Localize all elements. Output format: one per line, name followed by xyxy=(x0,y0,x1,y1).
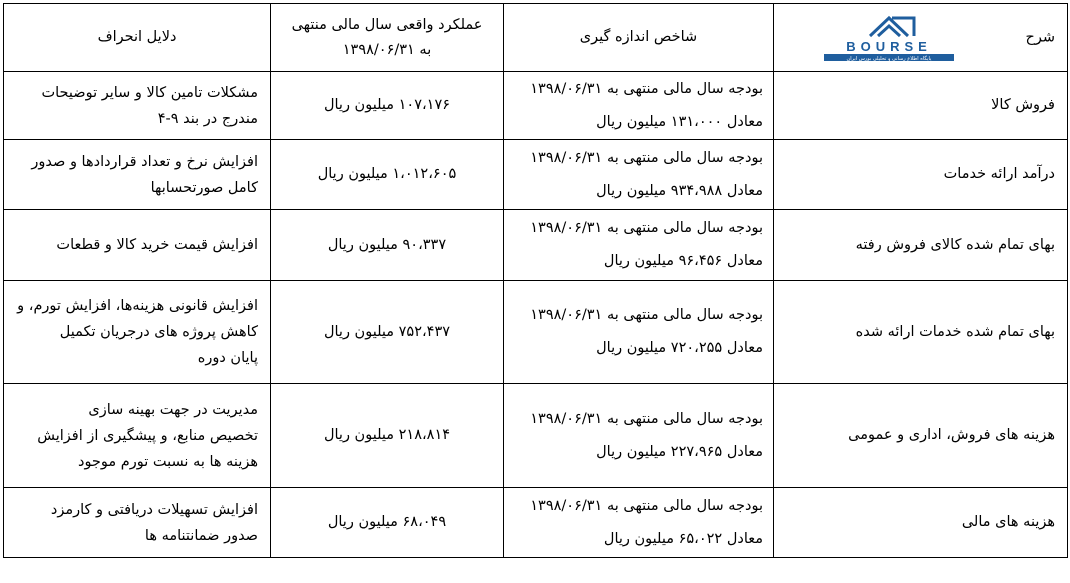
row-reason-line: صدور ضمانتنامه ها xyxy=(144,527,258,544)
logo-tagline: پایگاه اطلاع رسانی و تحلیلی بورس ایران xyxy=(846,55,932,62)
deviation-table xyxy=(3,3,1068,558)
table-row xyxy=(4,281,1068,384)
row-indicator-amount: معادل ۶۵،۰۲۲ میلیون ریال xyxy=(603,530,763,547)
logo-mark-icon xyxy=(870,18,914,36)
table-row xyxy=(4,384,1068,488)
table-row xyxy=(4,210,1068,281)
row-reason-line: افزایش نرخ و تعداد قراردادها و صدور xyxy=(31,153,258,170)
row-description: بهای تمام شده خدمات ارائه شده xyxy=(774,281,1068,384)
row-description: فروش کالا xyxy=(774,72,1068,140)
row-indicator xyxy=(504,488,774,558)
row-reason xyxy=(4,210,271,281)
header-reasons: دلایل انحراف xyxy=(4,4,271,72)
row-reason-line: افزایش تسهیلات دریافتی و کارمزد xyxy=(50,501,258,518)
header-description: شرح xyxy=(1025,29,1055,45)
row-reason-line: کاهش پروژه های درجریان تکمیل xyxy=(59,324,258,340)
row-reason-line: پایان دوره xyxy=(197,350,258,366)
row-reason-line: تخصیص منابع، و پیشگیری از افزایش xyxy=(37,427,258,444)
row-reason xyxy=(4,281,271,384)
row-indicator-budget: بودجه سال مالی منتهی به ۱۳۹۸/۰۶/۳۱ xyxy=(530,410,763,427)
row-reason xyxy=(4,72,271,140)
row-reason-line: هزینه ها به نسبت تورم موجود xyxy=(77,453,258,470)
header-row xyxy=(4,4,1068,72)
table-row xyxy=(4,140,1068,210)
row-actual: ۱۰۷،۱۷۶ میلیون ریال xyxy=(271,72,504,140)
logo-wordmark: BOURSE xyxy=(846,38,932,54)
row-indicator-budget: بودجه سال مالی منتهی به ۱۳۹۸/۰۶/۳۱ xyxy=(530,149,763,166)
row-indicator xyxy=(504,210,774,281)
table-row xyxy=(4,72,1068,140)
row-indicator-budget: بودجه سال مالی منتهی به ۱۳۹۸/۰۶/۳۱ xyxy=(530,220,763,236)
row-indicator xyxy=(504,140,774,210)
row-indicator-amount: معادل ۱۳۱،۰۰۰ میلیون ریال xyxy=(596,113,763,130)
row-indicator-amount: معادل ۲۲۷،۹۶۵ میلیون ریال xyxy=(596,443,763,460)
header-description-cell xyxy=(774,4,1068,72)
row-reason-line: مندرج در بند ۹-۴ xyxy=(157,110,258,127)
header-actual-line2: به ۱۳۹۸/۰۶/۳۱ xyxy=(342,41,432,58)
row-actual: ۲۱۸،۸۱۴ میلیون ریال xyxy=(271,384,504,488)
row-indicator xyxy=(504,281,774,384)
row-indicator xyxy=(504,72,774,140)
row-reason-line: کامل صورتحسابها xyxy=(150,179,258,196)
bourse-logo xyxy=(818,14,960,62)
header-actual xyxy=(271,4,504,72)
row-actual: ۱،۰۱۲،۶۰۵ میلیون ریال xyxy=(271,140,504,210)
row-reason xyxy=(4,140,271,210)
row-indicator-amount: معادل ۷۲۰،۲۵۵ میلیون ریال xyxy=(596,340,763,356)
row-actual: ۹۰،۳۳۷ میلیون ریال xyxy=(271,210,504,281)
row-indicator-amount: معادل ۹۶،۴۵۶ میلیون ریال xyxy=(603,253,763,269)
row-indicator-budget: بودجه سال مالی منتهی به ۱۳۹۸/۰۶/۳۱ xyxy=(530,497,763,514)
row-indicator-budget: بودجه سال مالی منتهی به ۱۳۹۸/۰۶/۳۱ xyxy=(530,307,763,323)
header-actual-line1: عملکرد واقعی سال مالی منتهی xyxy=(291,16,483,33)
row-reason-line: افزایش قیمت خرید کالا و قطعات xyxy=(56,237,258,253)
row-indicator-budget: بودجه سال مالی منتهی به ۱۳۹۸/۰۶/۳۱ xyxy=(530,80,763,97)
row-indicator xyxy=(504,384,774,488)
row-reason-line: مشکلات تامین کالا و سایر توضیحات xyxy=(41,84,258,101)
row-reason-line: افزایش قانونی هزینه‌ها، افزایش تورم، و xyxy=(17,298,258,314)
row-reason-line: مدیریت در جهت بهینه سازی xyxy=(88,401,258,418)
row-actual: ۶۸،۰۴۹ میلیون ریال xyxy=(271,488,504,558)
row-description: هزینه های فروش، اداری و عمومی xyxy=(774,384,1068,488)
header-indicator: شاخص اندازه گیری xyxy=(504,4,774,72)
row-description: درآمد ارائه خدمات xyxy=(774,140,1068,210)
row-reason xyxy=(4,488,271,558)
row-reason xyxy=(4,384,271,488)
row-description: هزینه های مالی xyxy=(774,488,1068,558)
row-indicator-amount: معادل ۹۳۴،۹۸۸ میلیون ریال xyxy=(596,182,763,199)
table-row xyxy=(4,488,1068,558)
row-description: بهای تمام شده کالای فروش رفته xyxy=(774,210,1068,281)
row-actual: ۷۵۲،۴۳۷ میلیون ریال xyxy=(271,281,504,384)
